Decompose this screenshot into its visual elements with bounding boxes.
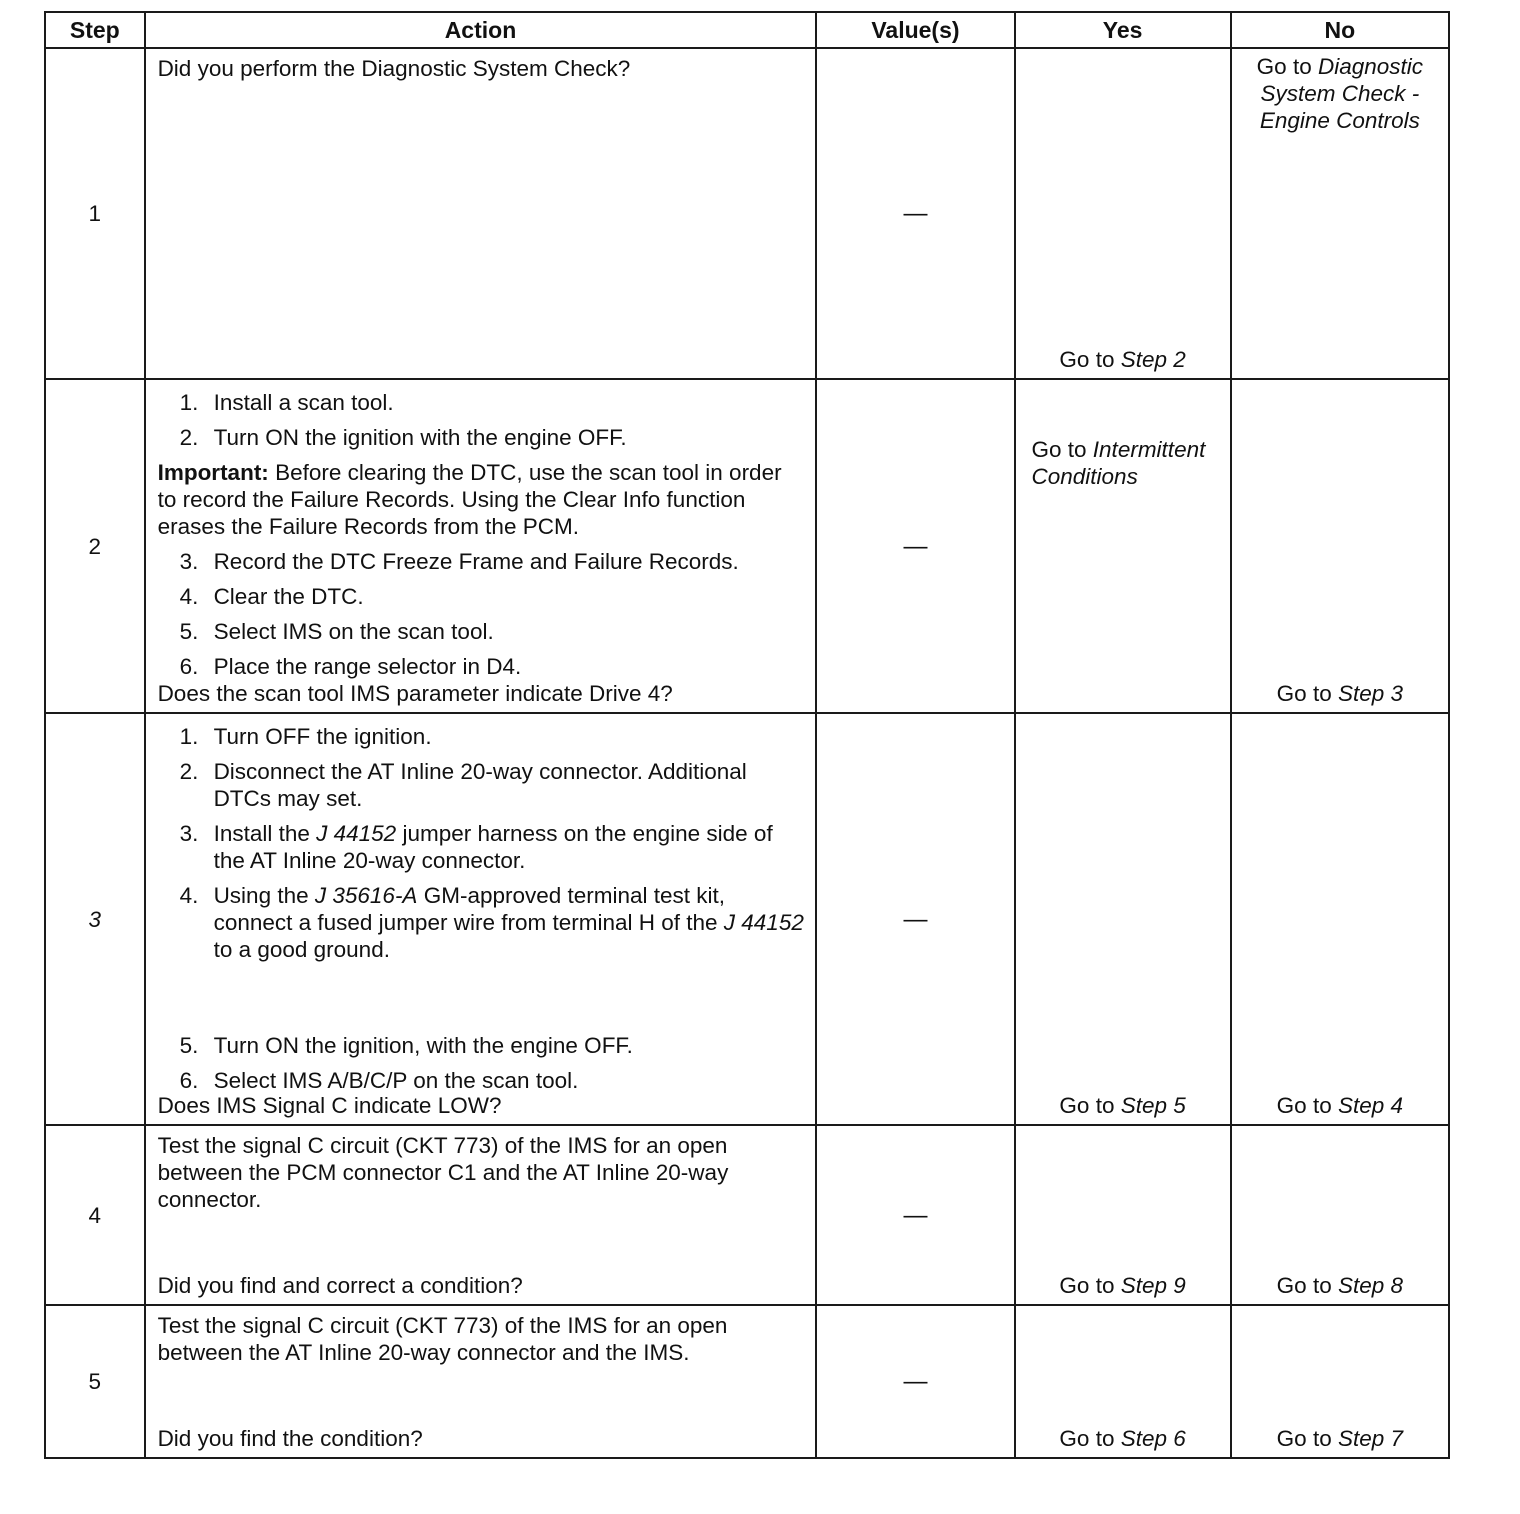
tool-ref: J 44152 <box>316 821 397 846</box>
list-item: 3. Record the DTC Freeze Frame and Failure Records. <box>179 549 739 574</box>
yes-link[interactable]: Go to Step 5 <box>1059 1093 1186 1118</box>
yes-link[interactable]: Go to Step 9 <box>1059 1273 1186 1298</box>
no-cell <box>1231 379 1449 713</box>
step-number: 5 <box>45 1305 145 1458</box>
action-text: Test the signal C circuit (CKT 773) of the IMS for an open between the PCM connector C1 and the AT Inline 20-way connector. <box>157 1133 729 1212</box>
list-item: 1. Turn OFF the ignition. <box>179 724 432 749</box>
question-text: Did you find and correct a condition? <box>157 1273 523 1298</box>
action-list <box>158 548 806 680</box>
value-cell <box>816 1305 1014 1458</box>
value-dash: — <box>903 200 928 227</box>
value-cell <box>816 713 1014 1125</box>
important-note: Important: Before clearing the DTC, use the scan tool in order to record the Failure Records. Using the Clear Info function erases the Failure Records from the PCM. <box>157 460 782 539</box>
action-cell <box>145 713 817 1125</box>
yes-cell <box>1015 1305 1231 1458</box>
yes-link[interactable]: Go to Step 6 <box>1059 1426 1186 1451</box>
list-item: 2. Disconnect the AT Inline 20-way connector. Additional DTCs may set. <box>179 759 747 811</box>
no-link[interactable]: Go to Step 7 <box>1276 1426 1404 1451</box>
value-dash: — <box>903 1368 928 1395</box>
header-no: No <box>1231 12 1449 48</box>
question-text: Did you find the condition? <box>157 1426 423 1451</box>
header-yes: Yes <box>1015 12 1231 48</box>
value-dash: — <box>903 905 928 933</box>
yes-cell <box>1015 1125 1231 1305</box>
diagnostic-table <box>44 11 1450 1459</box>
action-cell <box>145 48 817 379</box>
yes-link[interactable]: Go to Intermittent Conditions <box>1031 437 1206 489</box>
no-link[interactable]: Go to Step 4 <box>1276 1093 1404 1118</box>
list-item: 3. Install the J 44152 jumper harness on the engine side of the AT Inline 20-way connector. <box>179 821 773 873</box>
step-number: 4 <box>45 1125 145 1305</box>
table-row <box>45 48 1449 379</box>
step-number: 3 <box>45 713 145 1125</box>
yes-cell <box>1015 379 1231 713</box>
yes-cell <box>1015 48 1231 379</box>
list-item: 4. Clear the DTC. <box>179 584 364 609</box>
list-item: 2. Turn ON the ignition with the engine OFF. <box>179 425 627 450</box>
list-item: 6. Place the range selector in D4. <box>179 654 522 679</box>
value-cell <box>816 1125 1014 1305</box>
list-item: 6. Select IMS A/B/C/P on the scan tool. <box>179 1068 579 1093</box>
no-cell <box>1231 1125 1449 1305</box>
action-text: Test the signal C circuit (CKT 773) of the IMS for an open between the AT Inline 20-way connector and the IMS. <box>157 1313 728 1365</box>
no-link[interactable]: Go to Step 3 <box>1276 681 1404 706</box>
list-item: 1. Install a scan tool. <box>179 390 394 415</box>
yes-link[interactable]: Go to Step 2 <box>1059 347 1186 372</box>
value-cell <box>816 379 1014 713</box>
no-cell <box>1231 1305 1449 1458</box>
list-item: 4. Using the J 35616-A GM-approved terminal test kit, connect a fused jumper wire from terminal H of the J 44152 to a good ground. <box>179 883 804 962</box>
no-cell <box>1231 48 1449 379</box>
value-dash: — <box>903 532 928 560</box>
list-item: 5. Select IMS on the scan tool. <box>179 619 494 644</box>
list-item: 5. Turn ON the ignition, with the engine OFF. <box>179 1033 633 1058</box>
table-row <box>45 1125 1449 1305</box>
value-cell <box>816 48 1014 379</box>
action-cell <box>145 1125 817 1305</box>
action-list <box>158 389 806 451</box>
action-cell <box>145 379 817 713</box>
step-number: 2 <box>45 379 145 713</box>
table-row <box>45 379 1449 713</box>
question-text: Does IMS Signal C indicate LOW? <box>157 1093 502 1118</box>
table-row <box>45 1305 1449 1458</box>
no-link[interactable]: Go to Diagnostic System Check - Engine Controls <box>1256 54 1424 133</box>
header-values: Value(s) <box>816 12 1014 48</box>
table-row <box>45 713 1449 1125</box>
action-text: Did you perform the Diagnostic System Check? <box>157 56 631 81</box>
question-text: Does the scan tool IMS parameter indicate Drive 4? <box>157 681 673 706</box>
value-dash: — <box>903 1201 928 1229</box>
tool-ref: J 44152 <box>723 910 804 935</box>
step-number: 1 <box>45 48 145 379</box>
no-cell <box>1231 713 1449 1125</box>
no-link[interactable]: Go to Step 8 <box>1276 1273 1404 1298</box>
yes-cell <box>1015 713 1231 1125</box>
action-cell <box>145 1305 817 1458</box>
tool-ref: J 35616-A <box>314 883 418 908</box>
header-action: Action <box>145 12 817 48</box>
header-row <box>45 12 1449 48</box>
header-step: Step <box>45 12 145 48</box>
